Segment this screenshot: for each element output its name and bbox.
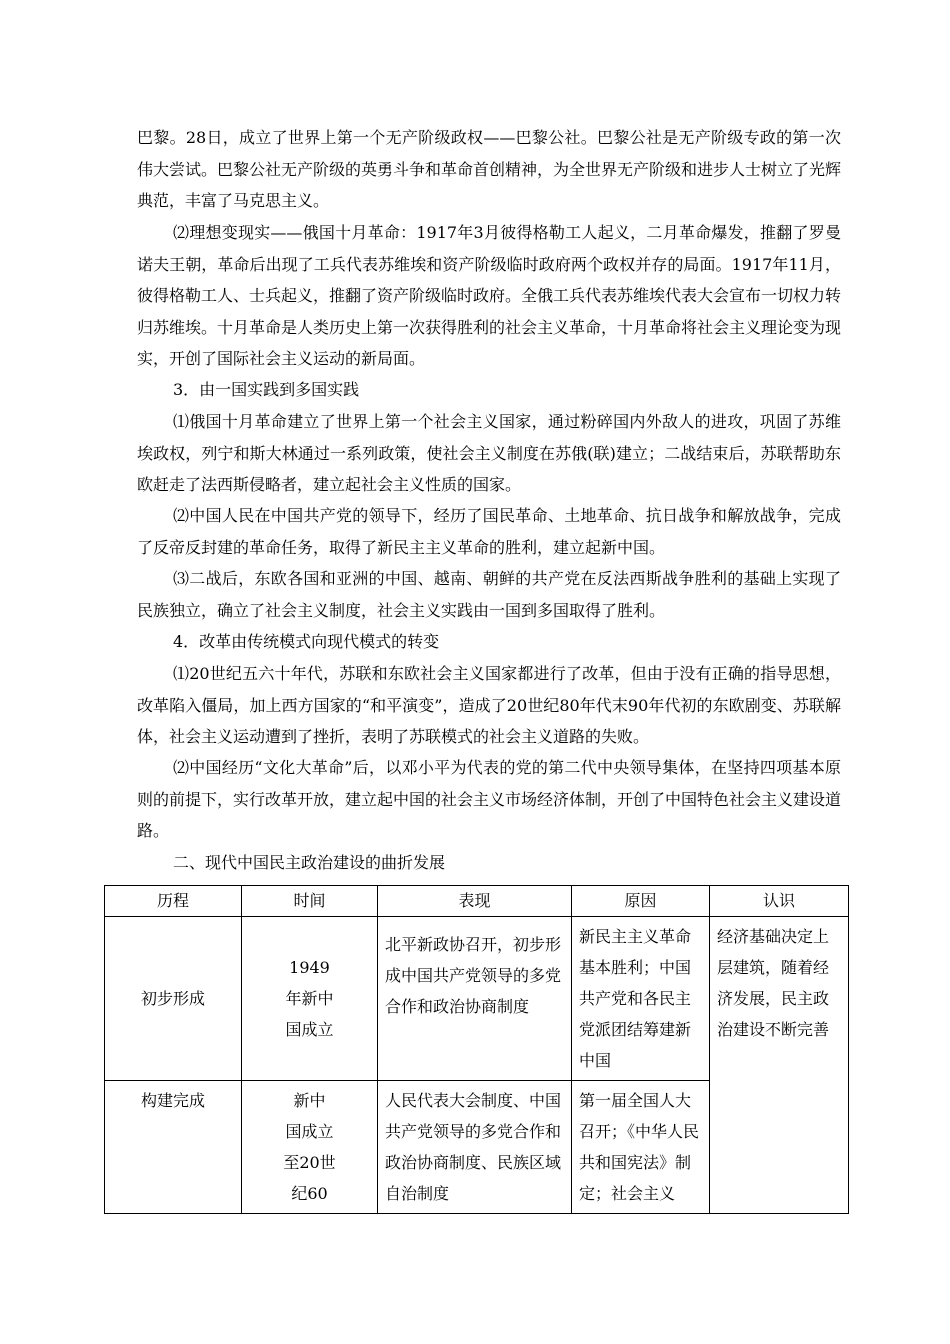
time-text	[242, 1081, 377, 1213]
stage-cell	[105, 1081, 242, 1214]
section-heading-4: 4．改革由传统模式向现代模式的转变	[173, 632, 440, 651]
reason-cell	[572, 917, 710, 1081]
performance-cell	[378, 1081, 572, 1214]
time-cell	[242, 917, 378, 1081]
section-heading-two: 二、现代中国民主政治建设的曲折发展	[173, 853, 446, 872]
paragraph-china-reform: ⑵中国经历“文化大革命”后，以邓小平为代表的党的第二代中央领导集体，在坚持四项基本原则的前提下，实行改革开放，建立起中国的社会主义市场经济体制，开创了中国特色社会主义建设道路。	[137, 758, 842, 840]
reason-text: 新民主主义革命基本胜利；中国共产党和各民主党派团结筹建新中国	[579, 927, 692, 1070]
stage-text: 构建完成	[140, 1091, 205, 1110]
stage-cell	[105, 917, 242, 1081]
header-time: 时间	[242, 886, 378, 917]
time-line: 国成立	[285, 1122, 334, 1141]
paragraph-soviet-state: ⑴俄国十月革命建立了世界上第一个社会主义国家，通过粉碎国内外敌人的进攻，巩固了苏维埃政权，列宁和斯大林通过一系列政策，使社会主义制度在苏俄(联)建立；二战结束后，苏联帮助东欧赶走了法西斯侵略者，建立起社会主义性质的国家。	[137, 412, 841, 494]
paragraph-china-revolution: ⑵中国人民在中国共产党的领导下，经历了国民革命、土地革命、抗日战争和解放战争，完成了反帝反封建的革命任务，取得了新民主主义革命的胜利，建立起新中国。	[137, 506, 841, 557]
header-reason: 原因	[572, 886, 710, 917]
time-line: 至20世	[283, 1153, 336, 1172]
paragraph-paris-commune: 巴黎。28日，成立了世界上第一个无产阶级政权——巴黎公社。巴黎公社是无产阶级专政的第一次伟大尝试。巴黎公社无产阶级的英勇斗争和革命首创精神，为全世界无产阶级和进步人士树立了光辉典范，丰富了马克思主义。	[137, 128, 842, 210]
time-line: 国成立	[285, 1020, 334, 1039]
democracy-development-table	[104, 885, 849, 1214]
performance-text: 北平新政协召开，初步形成中国共产党领导的多党合作和政治协商制度	[385, 935, 562, 1016]
time-line: 纪60	[291, 1184, 328, 1203]
reason-cell	[572, 1081, 710, 1214]
header-stage: 历程	[105, 886, 242, 917]
reason-text: 第一届全国人大召开；《中华人民共和国宪法》制定；社会主义	[579, 1091, 700, 1203]
performance-cell	[378, 917, 572, 1081]
section-heading-3: 3．由一国实践到多国实践	[173, 380, 360, 399]
performance-text: 人民代表大会制度、中国共产党领导的多党合作和政治协商制度、民族区域自治制度	[385, 1091, 562, 1203]
time-line: 新中	[293, 1091, 326, 1110]
insight-text: 经济基础决定上层建筑，随着经济发展，民主政治建设不断完善	[717, 927, 830, 1039]
paragraph-postwar-socialism: ⑶二战后，东欧各国和亚洲的中国、越南、朝鲜的共产党在反法西斯战争胜利的基础上实现了民族独立，确立了社会主义制度，社会主义实践由一国到多国取得了胜利。	[137, 569, 841, 620]
insight-cell	[710, 917, 849, 1214]
time-cell	[242, 1081, 378, 1214]
header-performance: 表现	[378, 886, 572, 917]
stage-text: 初步形成	[140, 989, 205, 1008]
time-line: 1949	[289, 958, 330, 977]
paragraph-soviet-reform: ⑴20世纪五六十年代，苏联和东欧社会主义国家都进行了改革，但由于没有正确的指导思想，改革陷入僵局，加上西方国家的“和平演变”，造成了20世纪80年代末90年代初的东欧剧变、苏联解体，社会主义运动遭到了挫折，表明了苏联模式的社会主义道路的失败。	[137, 664, 841, 746]
table-row	[105, 917, 849, 1081]
time-line: 年新中	[285, 989, 334, 1008]
header-insight: 认识	[710, 886, 849, 917]
paragraph-october-revolution: ⑵理想变现实——俄国十月革命：1917年3月彼得格勒工人起义，二月革命爆发，推翻了罗曼诺夫王朝，革命后出现了工兵代表苏维埃和资产阶级临时政府两个政权并存的局面。1917年11月，彼得格勒工人、士兵起义，推翻了资产阶级临时政府。全俄工兵代表苏维埃代表大会宣布一切权力转归苏维埃。十月革命是人类历史上第一次获得胜利的社会主义革命，十月革命将社会主义理论变为现实，开创了国际社会主义运动的新局面。	[137, 223, 842, 368]
table-header-row	[105, 886, 849, 917]
time-text	[242, 948, 377, 1049]
